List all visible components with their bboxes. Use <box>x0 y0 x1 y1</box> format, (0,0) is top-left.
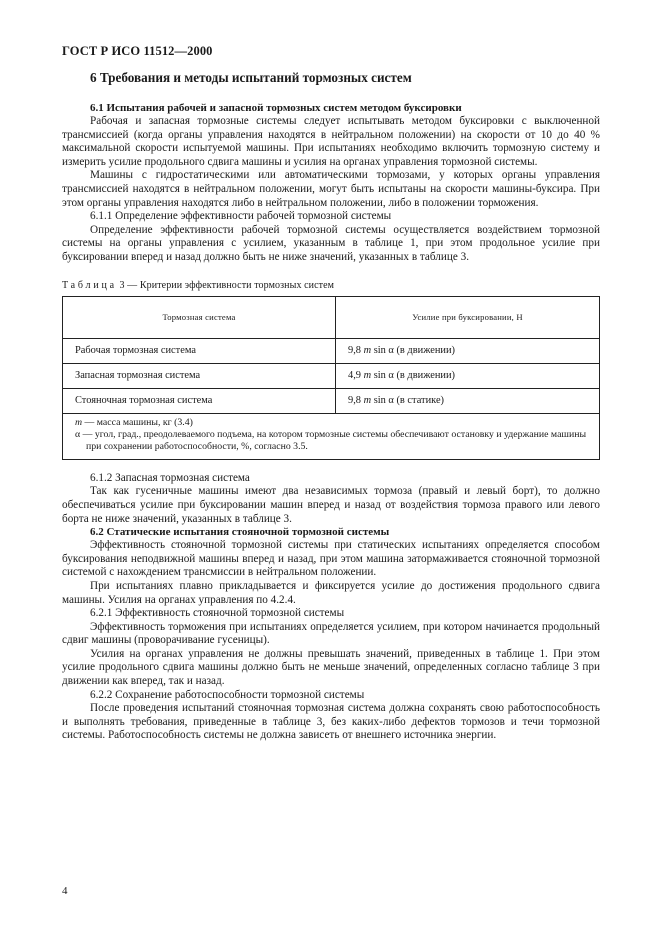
paragraph: При испытаниях плавно прикладывается и фиксируется усилие до достижения продольного сдвига машины. Усилия на органах управления по 4.2.4. <box>62 579 600 606</box>
table-cell-force <box>336 338 600 363</box>
paragraph: Усилия на органах управления не должны превышать значений, приведенных в таблице 1. При этом усилие продольного сдвига машины должно быть не меньше значений, определенных согласно таблице 3 при движении как вперед, так и назад. <box>62 647 600 688</box>
table-cell-system: Стояночная тормозная система <box>63 388 336 413</box>
paragraph: Так как гусеничные машины имеют два независимых тормоза (правый и левый борт), то должно обеспечиваться усилие при буксировании машин вперед и назад от воздействия тормоза правого или левого борта не ниже значений, указанных в таблице 3. <box>62 485 600 525</box>
clause-heading-6-1-2: 6.1.2 Запасная тормозная система <box>90 471 250 484</box>
paragraph: Эффективность стояночной тормозной системы при статических испытаниях определяется способом буксирования неподвижной машины вперед и назад, при этом машина затормаживается стояночной тормозной системой с нахождением трансмиссии в нейтральном положении. <box>62 539 600 579</box>
criteria-table <box>62 296 600 460</box>
document-header: ГОСТ Р ИСО 11512—2000 <box>62 44 213 58</box>
page-number: 4 <box>62 885 68 897</box>
mass-symbol: m <box>363 395 372 407</box>
mass-symbol: m <box>363 345 372 357</box>
table-cell-system: Рабочая тормозная система <box>63 338 336 363</box>
clause-heading-6-2-1: 6.2.1 Эффективность стояночной тормозной системы <box>90 607 345 620</box>
table-note: α — угол, град., преодолеваемого подъема, на котором тормозные системы обеспечивают остановку и удержание машины при сохранении работоспособности, %, согласно 3.5. <box>75 428 587 453</box>
force-coef: 4,9 <box>348 370 364 382</box>
table-row <box>63 388 600 413</box>
subsection-heading-6-1: 6.1 Испытания рабочей и запасной тормозных систем методом буксировки <box>90 102 462 114</box>
table-notes <box>63 413 600 459</box>
table-cell-force <box>336 363 600 388</box>
paragraph: Определение эффективности рабочей тормозной системы осуществляется воздействием тормозной системы на органы управления с усилием, указанным в таблице 1, при этом продольное усилие при буксировании вперед и назад должно быть не ниже значений, указанных в таблице 3. <box>62 223 600 263</box>
table-notes-row <box>63 413 600 459</box>
table-caption-text: 3 — Критерии эффективности тормозных систем <box>116 279 335 291</box>
table-cell-force <box>336 388 600 413</box>
clause-heading-6-2-2: 6.2.2 Сохранение работоспособности тормозной системы <box>90 688 365 701</box>
table-row <box>63 338 600 363</box>
force-rest: sin α (в движении) <box>371 345 455 357</box>
table-cell-system: Запасная тормозная система <box>63 363 336 388</box>
paragraph: Эффективность торможения при испытаниях определяется усилием, при котором начинается продольный сдвиг машины (проворачивание гусеницы). <box>62 620 600 647</box>
force-rest: sin α (в статике) <box>371 395 445 407</box>
force-coef: 9,8 <box>348 345 364 357</box>
section-title: 6 Требования и методы испытаний тормозных систем <box>90 70 412 85</box>
column-header: Усилие при буксировании, Н <box>336 296 600 338</box>
paragraph: Машины с гидростатическими или автоматическими тормозами, у которых органы управления трансмиссией находятся в нейтральном положении, могут быть испытаны на скорости машины-буксира. При этом органы управления находятся либо в нейтральном положении, либо в положении торможения. <box>62 169 600 209</box>
column-header: Тормозная система <box>63 296 336 338</box>
note-text: — масса машины, кг (3.4) <box>82 416 193 428</box>
clause-heading-6-1-1: 6.1.1 Определение эффективности рабочей тормозной системы <box>90 210 392 223</box>
paragraph: Рабочая и запасная тормозные системы следует испытывать методом буксировки с выключенной трансмиссией (когда органы управления находятся в нейтральном положении) на скорости от 10 до 40 % максимальной скорости испытуемой машины. При испытаниях необходимо включить тормозную систему и измерить усилие продольного сдвига машины и усилия на органах управления тормозной системы. <box>62 115 600 168</box>
paragraph: После проведения испытаний стояночная тормозная система должна сохранять свою работоспособность и выполнять требования, приведенные в таблице 3, без каких-либо дефектов тормозов и течи тормозной системы. Работоспособность системы не должна зависеть от внешнего источника энергии. <box>62 702 600 742</box>
table-header-row <box>63 296 600 338</box>
table-caption <box>62 280 600 291</box>
document-body <box>62 70 600 743</box>
table-row <box>63 363 600 388</box>
mass-symbol: m <box>75 416 83 428</box>
force-rest: sin α (в движении) <box>371 370 455 382</box>
force-coef: 9,8 <box>348 395 364 407</box>
table-caption-word: Таблица <box>62 279 117 291</box>
subsection-heading-6-2: 6.2 Статические испытания стояночной тормозной системы <box>90 526 390 539</box>
mass-symbol: m <box>363 370 372 382</box>
table-note <box>75 417 587 429</box>
